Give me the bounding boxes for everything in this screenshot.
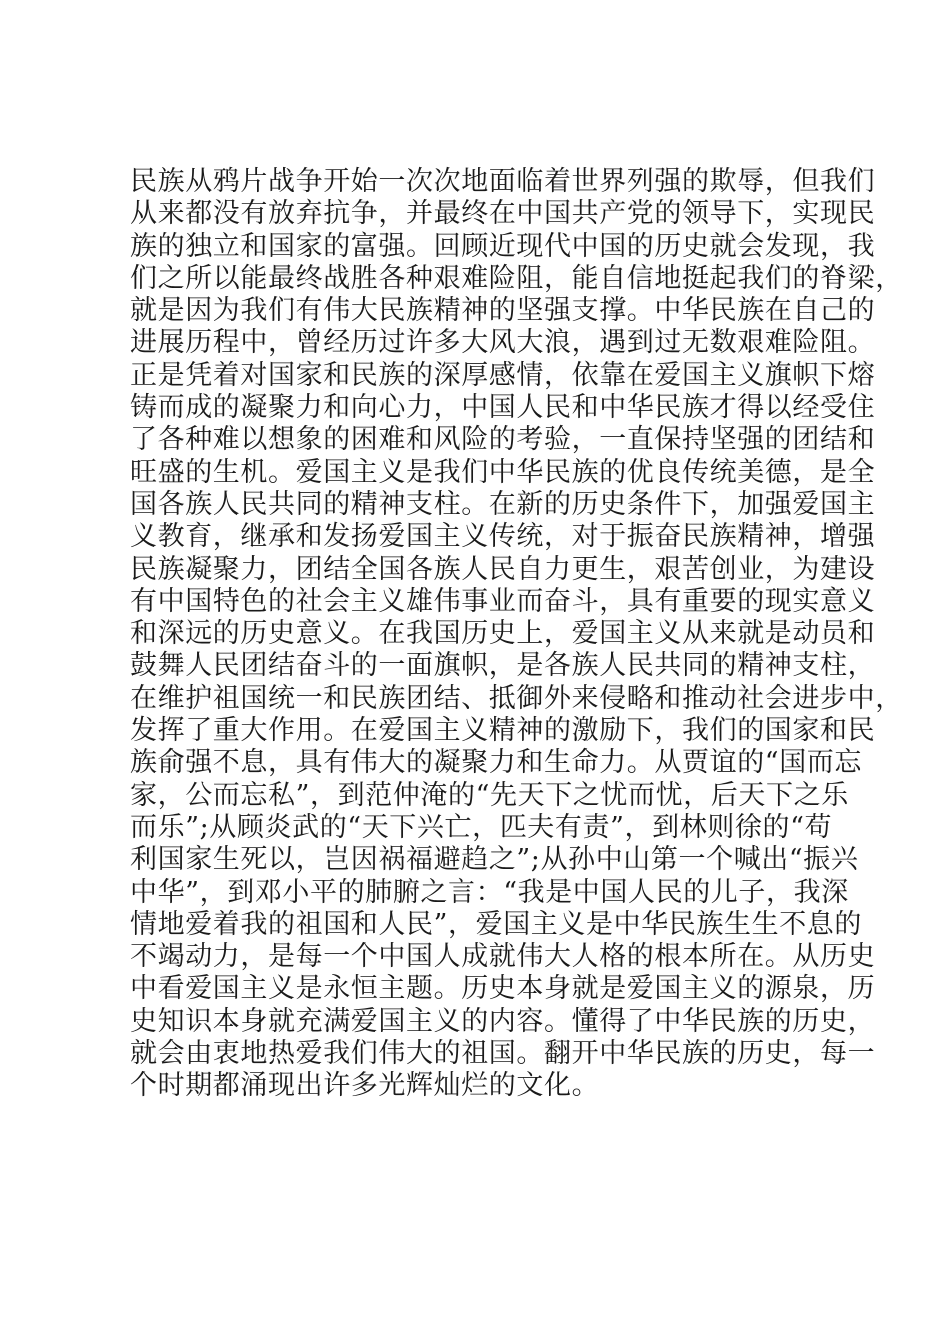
text-line: 进展历程中，曾经历过许多大风大浪，遇到过无数艰难险阻。: [130, 327, 876, 359]
text-line: 家，公而忘私”，到范仲淹的“先天下之忧而忧，后天下之乐: [130, 779, 849, 811]
text-line: 就是因为我们有伟大民族精神的坚强支撑。中华民族在自己的: [130, 295, 876, 327]
text-line: 不竭动力，是每一个中国人成就伟大人格的根本所在。从历史: [130, 941, 876, 973]
text-line: 民族从鸦片战争开始一次次地面临着世界列强的欺辱，但我们: [130, 166, 876, 197]
text-line: 鼓舞人民团结奋斗的一面旗帜，是各族人民共同的精神支柱，: [130, 650, 876, 682]
text-line: 铸而成的凝聚力和向心力，中国人民和中华民族才得以经受住: [130, 392, 876, 424]
text-line: 国各族人民共同的精神支柱。在新的历史条件下，加强爱国主: [130, 488, 876, 520]
text-line: 而乐”;从顾炎武的“天下兴亡，匹夫有责”，到林则徐的“苟: [130, 811, 833, 843]
text-line: 在维护祖国统一和民族团结、抵御外来侵略和推动社会进步中，: [130, 682, 903, 714]
text-line: 从来都没有放弃抗争，并最终在中国共产党的领导下，实现民: [130, 198, 876, 230]
text-line: 族的独立和国家的富强。回顾近现代中国的历史就会发现，我: [130, 230, 876, 262]
text-line: 民族凝聚力，团结全国各族人民自力更生，艰苦创业，为建设: [130, 553, 876, 585]
text-line: 利国家生死以，岂因祸福避趋之”;从孙中山第一个喊出“振兴: [130, 844, 859, 876]
text-line: 和深远的历史意义。在我国历史上，爱国主义从来就是动员和: [130, 618, 876, 650]
text-line: 情地爱着我的祖国和人民”，爱国主义是中华民族生生不息的: [130, 908, 863, 940]
text-line: 发挥了重大作用。在爱国主义精神的激励下，我们的国家和民: [130, 715, 876, 747]
text-line: 正是凭着对国家和民族的深厚感情，依靠在爱国主义旗帜下熔: [130, 359, 876, 391]
text-line: 史知识本身就充满爱国主义的内容。懂得了中华民族的历史，: [130, 1005, 876, 1037]
text-line: 中看爱国主义是永恒主题。历史本身就是爱国主义的源泉，历: [130, 973, 876, 1005]
text-line: 了各种难以想象的困难和风险的考验，一直保持坚强的团结和: [130, 424, 876, 456]
text-line: 义教育，继承和发扬爱国主义传统，对于振奋民族精神，增强: [130, 521, 876, 553]
text-line: 旺盛的生机。爱国主义是我们中华民族的优良传统美德，是全: [130, 456, 876, 488]
body-paragraph: [130, 166, 903, 1103]
text-line: 们之所以能最终战胜各种艰难险阻，能自信地挺起我们的脊梁，: [130, 262, 903, 294]
text-line: 中华”，到邓小平的肺腑之言：“我是中国人民的儿子，我深: [130, 876, 849, 908]
text-line: 个时期都涌现出许多光辉灿烂的文化。: [130, 1070, 600, 1102]
text-line: 就会由衷地热爱我们伟大的祖国。翻开中华民族的历史，每一: [130, 1038, 876, 1070]
text-line: 有中国特色的社会主义雄伟事业而奋斗，具有重要的现实意义: [130, 585, 876, 617]
text-line: 族俞强不息，具有伟大的凝聚力和生命力。从贾谊的“国而忘: [130, 747, 863, 779]
